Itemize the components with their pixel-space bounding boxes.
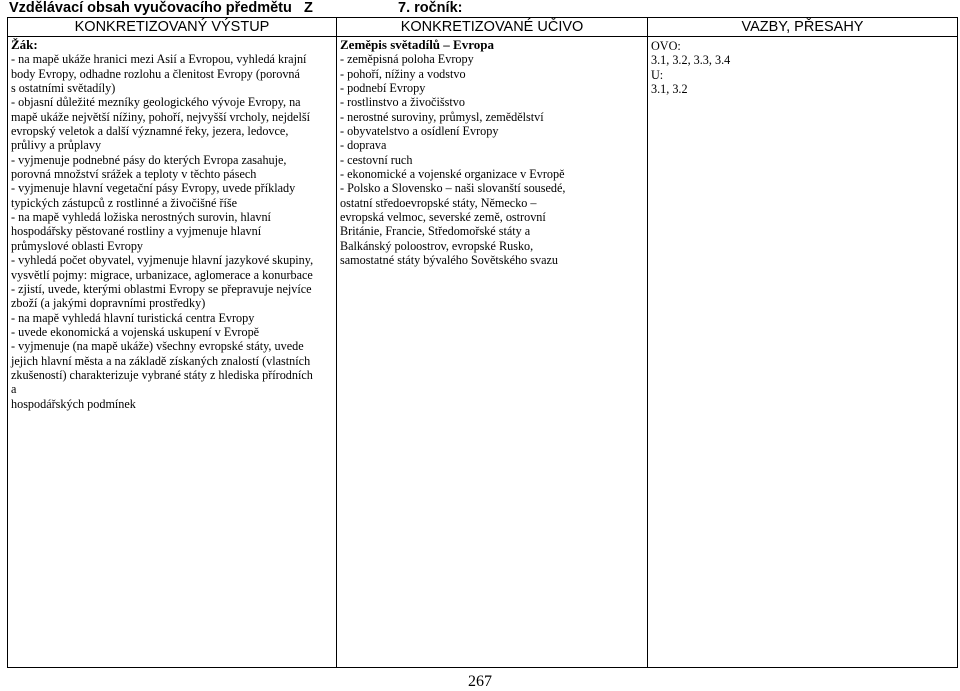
outcome-line: - na mapě vyhledá ložiska nerostných surovin, hlavní: [11, 210, 271, 225]
grade-heading: 7. ročník:: [398, 0, 463, 16]
outcome-line: jejich hlavní města a na základě získaných znalostí (vlastních: [11, 353, 311, 368]
outcome-line: evropský veletok a další významné řeky, jezera, ledovce,: [11, 124, 289, 139]
content-title: Zeměpis světadílů – Evropa: [340, 37, 494, 52]
outcome-line: průmyslové oblasti Evropy: [11, 238, 144, 253]
header-outcomes: KONKRETIZOVANÝ VÝSTUP: [8, 18, 337, 37]
content-line: - zeměpisná poloha Evropy: [340, 52, 474, 67]
content-cell: [337, 37, 648, 668]
content-line: evropská velmoc, severské země, ostrovní: [340, 210, 546, 225]
table-body-row: [8, 37, 958, 668]
curriculum-table: [7, 17, 958, 668]
content-line: - pohoří, nížiny a vodstvo: [340, 66, 466, 81]
header-links: VAZBY, PŘESAHY: [648, 18, 958, 37]
content-line: - podnebí Evropy: [340, 81, 426, 96]
links-cell: [648, 37, 958, 668]
links-line: 3.1, 3.2, 3.3, 3.4: [651, 53, 731, 68]
links-line: 3.1, 3.2: [651, 82, 688, 97]
content-line: - Polsko a Slovensko – naši slovanští sousedé,: [340, 181, 566, 196]
page-number: 267: [468, 673, 492, 690]
outcome-line: - na mapě ukáže hranici mezi Asií a Evropou, vyhledá krajní: [11, 52, 307, 67]
outcome-line: zkušeností) charakterizuje vybrané státy z hlediska přírodních: [11, 367, 313, 382]
content-line: - doprava: [340, 138, 387, 153]
outcome-line: s ostatními světadíly): [11, 81, 116, 96]
content-line: - ekonomické a vojenské organizace v Evropě: [340, 167, 565, 182]
outcome-line: porovná množství srážek a teploty v těchto pásech: [11, 167, 257, 182]
content-line: - rostlinstvo a živočišstvo: [340, 95, 465, 110]
subject-code: Z: [304, 0, 313, 16]
content-line: samostatné státy bývalého Sovětského svazu: [340, 253, 558, 268]
outcome-line: typických zástupců z rostlinné a živočišné říše: [11, 195, 238, 210]
links-line: U:: [651, 67, 664, 82]
outcome-line: body Evropy, odhadne rozlohu a členitost Evropy (porovná: [11, 66, 300, 81]
outcome-line: - vyjmenuje (na mapě ukáže) všechny evropské státy, uvede: [11, 339, 304, 354]
content-line: - cestovní ruch: [340, 152, 413, 167]
content-line: - nerostné suroviny, průmysl, zemědělství: [340, 109, 544, 124]
outcome-line: - na mapě vyhledá hlavní turistická centra Evropy: [11, 310, 255, 325]
outcome-line: - vyjmenuje podnebné pásy do kterých Evropa zasahuje,: [11, 152, 287, 167]
outcome-line: - zjistí, uvede, kterými oblastmi Evropy se přepravuje nejvíce: [11, 281, 312, 296]
outcome-line: - vyjmenuje hlavní vegetační pásy Evropy, uvede příklady: [11, 181, 296, 196]
outcome-line: průlivy a průplavy: [11, 138, 102, 153]
outcomes-title: Žák:: [11, 37, 38, 52]
outcome-line: hospodářsky pěstované rostliny a vyjmenuje hlavní: [11, 224, 262, 239]
table-header-row: [8, 18, 958, 37]
document-top-heading: [0, 0, 960, 17]
content-line: ostatní středoevropské státy, Německo –: [340, 195, 537, 210]
content-line: - obyvatelstvo a osídlení Evropy: [340, 124, 499, 139]
outcome-line: zboží (a jakými dopravními prostředky): [11, 296, 206, 311]
outcome-line: a: [11, 382, 17, 397]
outcome-line: mapě ukáže největší nížiny, pohoří, nejvyšší vrcholy, nejdelší: [11, 109, 310, 124]
header-content: KONKRETIZOVANÉ UČIVO: [337, 18, 648, 37]
content-line: Británie, Francie, Středomořské státy a: [340, 224, 531, 239]
outcome-line: - vyhledá počet obyvatel, vyjmenuje hlavní jazykové skupiny,: [11, 253, 314, 268]
content-line: Balkánský poloostrov, evropské Rusko,: [340, 238, 534, 253]
outcome-line: vysvětlí pojmy: migrace, urbanizace, aglomerace a konurbace: [11, 267, 313, 282]
outcome-line: hospodářských podmínek: [11, 396, 136, 411]
outcomes-cell: [8, 37, 337, 668]
links-line: OVO:: [651, 39, 681, 53]
outcome-line: - uvede ekonomická a vojenská uskupení v Evropě: [11, 324, 260, 339]
outcome-line: - objasní důležité mezníky geologického vývoje Evropy, na: [11, 95, 301, 110]
subject-heading: Vzdělávací obsah vyučovacího předmětu: [9, 0, 292, 16]
